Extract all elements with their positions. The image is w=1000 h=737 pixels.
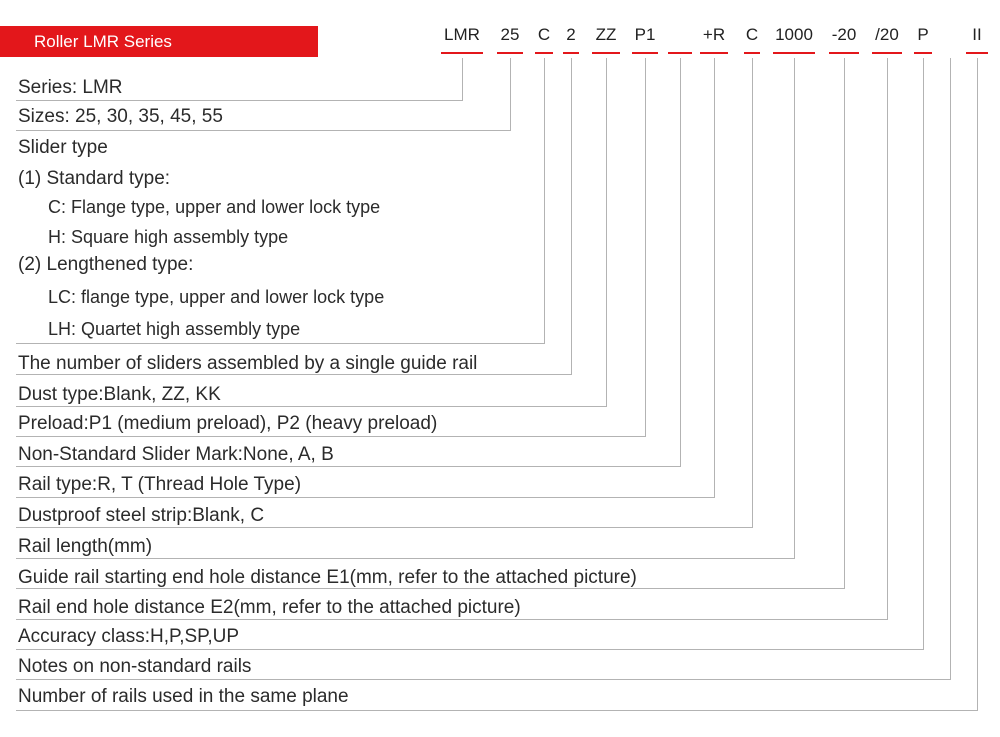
code-underline — [914, 52, 932, 54]
code-underline — [563, 52, 579, 54]
desc-dustproof-strip: Dustproof steel strip:Blank, C — [18, 505, 265, 526]
code-underline — [773, 52, 815, 54]
desc-sizes: Sizes: 25, 30, 35, 45, 55 — [18, 106, 223, 127]
code-part-e2: /20 — [875, 25, 899, 44]
code-underline — [872, 52, 902, 54]
desc-slider-type: Slider type — [18, 137, 108, 158]
code-underline — [632, 52, 658, 54]
code-underline — [497, 52, 523, 54]
desc-e1-distance: Guide rail starting end hole distance E1(mm, refer to the attached picture) — [18, 567, 637, 588]
desc-standard-c: C: Flange type, upper and lower lock type — [48, 197, 381, 217]
desc-accuracy: Accuracy class:H,P,SP,UP — [18, 626, 240, 647]
code-part-slider-type: C — [537, 25, 551, 44]
code-part-rail-type: +R — [702, 25, 726, 44]
desc-non-standard-rails: Notes on non-standard rails — [18, 656, 252, 677]
desc-standard-h: H: Square high assembly type — [48, 227, 289, 247]
desc-series: Series: LMR — [18, 77, 123, 98]
code-part-series: LMR — [444, 25, 480, 44]
code-part-dustproof-strip: C — [745, 25, 759, 44]
code-underline — [441, 52, 483, 54]
code-underline — [744, 52, 760, 54]
desc-e2-distance: Rail end hole distance E2(mm, refer to the attached picture) — [18, 597, 521, 618]
code-part-accuracy: P — [917, 25, 929, 44]
desc-rail-length: Rail length(mm) — [18, 536, 153, 557]
code-part-preload: P1 — [634, 25, 656, 44]
code-underline-empty — [668, 52, 692, 54]
code-part-slider-count: 2 — [566, 25, 576, 44]
desc-lengthened-lc: LC: flange type, upper and lower lock type — [48, 287, 385, 307]
desc-rail-type: Rail type:R, T (Thread Hole Type) — [18, 474, 302, 495]
code-underline — [966, 52, 988, 54]
desc-dust-type: Dust type:Blank, ZZ, KK — [18, 384, 221, 405]
code-part-rail-length: 1000 — [775, 25, 813, 44]
code-part-size: 25 — [500, 25, 520, 44]
desc-rails-same-plane: Number of rails used in the same plane — [18, 686, 349, 707]
code-underline — [700, 52, 728, 54]
code-part-rail-count: II — [972, 25, 982, 44]
desc-standard-type: (1) Standard type: — [18, 168, 171, 189]
desc-lengthened-lh: LH: Quartet high assembly type — [48, 319, 301, 339]
series-badge-label: Roller LMR Series — [34, 32, 172, 51]
code-underline — [829, 52, 859, 54]
code-underline — [535, 52, 553, 54]
desc-non-standard-slider: Non-Standard Slider Mark:None, A, B — [18, 444, 334, 465]
desc-preload: Preload:P1 (medium preload), P2 (heavy preload) — [18, 413, 438, 434]
code-part-dust-type: ZZ — [595, 25, 617, 44]
series-badge — [0, 26, 318, 57]
code-part-e1: -20 — [831, 25, 857, 44]
desc-slider-count: The number of sliders assembled by a single guide rail — [18, 353, 478, 374]
code-underline — [592, 52, 620, 54]
desc-lengthened-type: (2) Lengthened type: — [18, 254, 194, 275]
